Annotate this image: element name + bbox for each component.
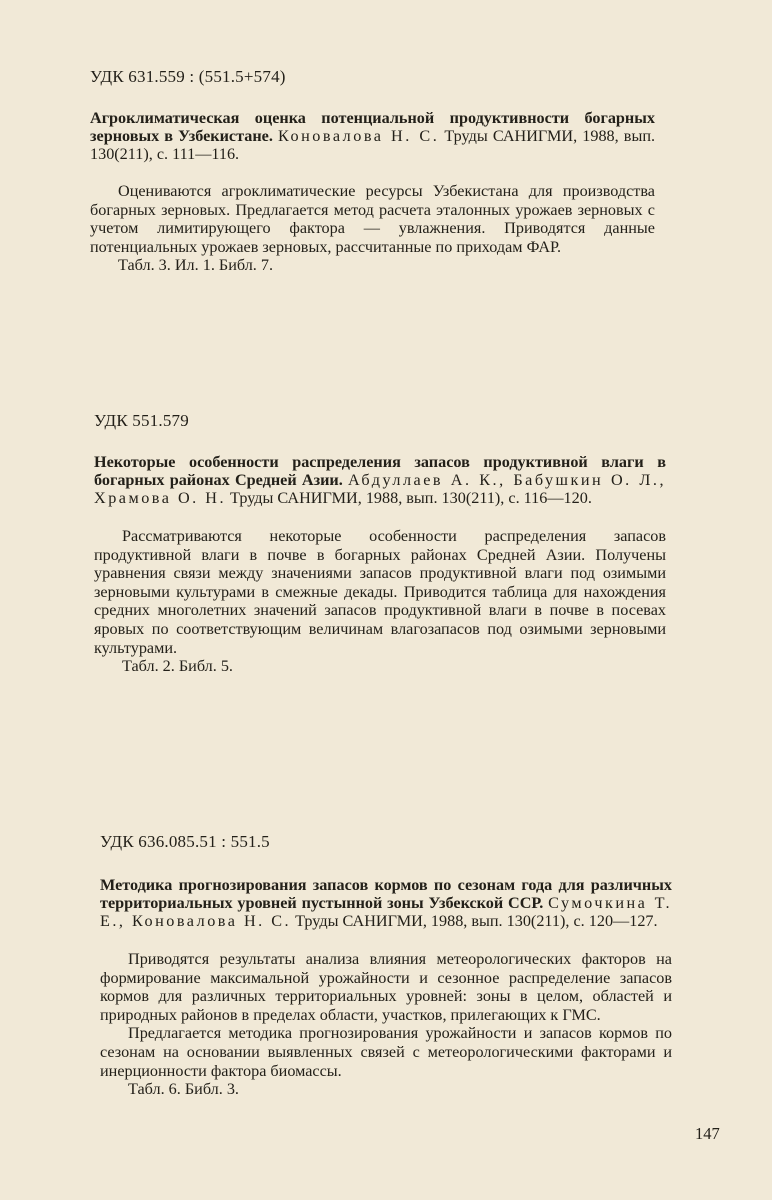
abstract-entry-1: [90, 67, 655, 275]
entry-abstract: [100, 950, 672, 1080]
entry-source: Труды САНИГМИ, 1988, вып. 130(211), с. 116—120.: [230, 489, 592, 507]
entry-authors: Коновалова Н. С.: [278, 127, 440, 145]
entry-title: Некоторые особенности распределения запасов продуктивной влаги в богарных районах Средней Азии.: [94, 453, 666, 489]
abstract-paragraph: Предлагается методика прогнозирования урожайности и запасов кормов по сезонам на основании выявленных связей с метеорологическими факторами и инерционности фактора биомассы.: [100, 1024, 672, 1080]
abstract-entry-2: [94, 411, 666, 676]
entry-title: Агроклиматическая оценка потенциальной продуктивности богарных зерновых в Узбекистане.: [90, 109, 655, 145]
page-number: 147: [695, 1124, 720, 1143]
entry-abstract: [94, 527, 666, 657]
entry-source: Труды САНИГМИ, 1988, вып. 130(211), с. 111—116.: [90, 127, 656, 163]
entry-title-block: [94, 453, 666, 507]
entry-authors: Абдуллаев А. К., Бабушкин О. Л., Храмова О. Н.: [94, 471, 666, 507]
entry-source: Труды САНИГМИ, 1988, вып. 130(211), с. 120—127.: [295, 912, 658, 930]
entry-references: Табл. 6. Библ. 3.: [128, 1080, 239, 1099]
entry-title-block: [100, 876, 672, 930]
entry-title: Методика прогнозирования запасов кормов по сезонам года для различных территориальных уровней пустынной зоны Узбекской ССР.: [100, 876, 672, 912]
abstract-paragraph: Приводятся результаты анализа влияния метеорологических факторов на формирование максимальной урожайности и сезонное распределение запасов кормов для различных территориальных уровней: зоны в целом, областей и природных районов в пределах области, участков, прилегающих к ГМС.: [100, 950, 672, 1024]
abstract-paragraph: Оцениваются агроклиматические ресурсы Узбекистана для производства богарных зерновых. Предлагается метод расчета эталонных урожаев зерновых с учетом лимитирующего фактора — увлажнения. Приводятся данные потенциальных урожаев зерновых, рассчитанные по приходам ФАР.: [90, 182, 655, 256]
entry-authors: Сумочкина Т. Е., Коновалова Н. С.: [100, 894, 672, 930]
abstract-entry-3: [100, 832, 672, 1099]
entry-references: Табл. 3. Ил. 1. Библ. 7.: [118, 256, 274, 275]
abstract-paragraph: Рассматриваются некоторые особенности распределения запасов продуктивной влаги в почве в богарных районах Средней Азии. Получены уравнения связи между значениями запасов продуктивной влаги под озимыми зерновыми культурами в смежные декады. Приводится таблица для нахождения средних многолетних значений запасов продуктивной влаги в почве в посевах яровых по соответствующим величинам влагозапасов под озимыми зерновыми культурами.: [94, 527, 666, 657]
entry-references: Табл. 2. Библ. 5.: [122, 657, 233, 676]
entry-title-block: [90, 109, 655, 163]
udc-code: УДК 636.085.51 : 551.5: [100, 832, 270, 851]
udc-code: УДК 631.559 : (551.5+574): [90, 67, 286, 86]
entry-abstract: [90, 182, 655, 256]
udc-code: УДК 551.579: [94, 411, 189, 430]
